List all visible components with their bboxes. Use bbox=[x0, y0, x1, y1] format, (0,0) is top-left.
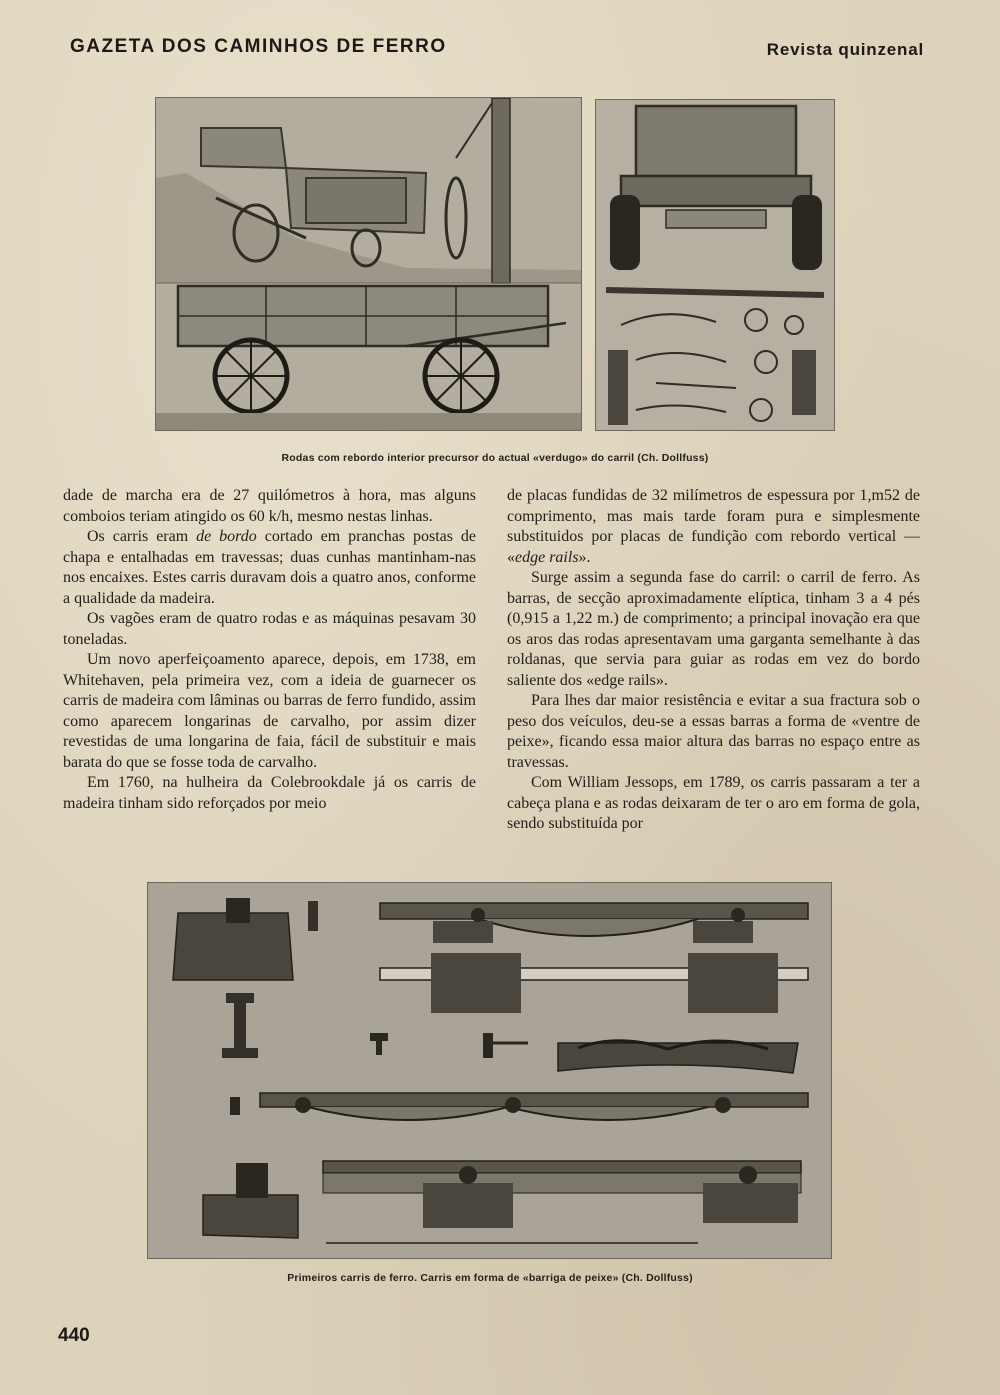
figure-caption-rails: Primeiros carris de ferro. Carris em forma de «barriga de peixe» (Ch. Dollfuss) bbox=[287, 1272, 693, 1284]
text-span: ». bbox=[578, 548, 591, 566]
paragraph: dade de marcha era de 27 quilómetros à hora, mas alguns comboios teriam atingido os 60 k/h, mesmo nestas linhas. bbox=[63, 487, 476, 525]
wagon-parts-engraving bbox=[595, 99, 835, 431]
paragraph bbox=[63, 527, 476, 609]
page-number: 440 bbox=[58, 1325, 90, 1346]
paragraph bbox=[507, 486, 920, 568]
paragraph: Os vagões eram de quatro rodas e as máquinas pesavam 30 toneladas. bbox=[63, 610, 476, 648]
text-span: cortado em pranchas postas de chapa e entalhadas em travessas; duas cunhas mantinham-nas nos encaixes. Estes carris duravam dois a quatro anos, conforme a qualidade da madeira. bbox=[63, 528, 477, 607]
paragraph: Surge assim a segunda fase do carril: o carril de ferro. As barras, de secção aproximadamente elíptica, tinham 3 a 4 pés (0,915 a 1,22 m.) de comprimento; a principal inovação era que os aros das rodas apresentavam uma garganta semelhante à das roldanas, que servia para guiar as rodas em vez do bordo saliente dos «edge rails». bbox=[507, 569, 920, 689]
paragraph: Com William Jessops, em 1789, os carris passaram a ter a cabeça plana e as rodas deixaram de ter o aro em forma de gola, sendo substituída por bbox=[507, 774, 920, 832]
text-column-right bbox=[507, 486, 920, 835]
text-span: Os carris eram bbox=[87, 528, 197, 545]
emphasis-text: edge rails bbox=[515, 548, 579, 566]
journal-title: GAZETA DOS CAMINHOS DE FERRO bbox=[70, 36, 447, 57]
figure-caption-wheels: Rodas com rebordo interior precursor do actual «verdugo» do carril (Ch. Dollfuss) bbox=[281, 452, 709, 464]
text-span: de placas fundidas de 32 milímetros de espessura por 1,m52 de comprimento, mas mais tarde foram pura e simplesmente substituidos por placas de fundição com rebordo vertical — « bbox=[507, 487, 920, 566]
wagon-engraving bbox=[155, 97, 582, 431]
journal-subtitle: Revista quinzenal bbox=[766, 40, 924, 59]
paragraph: Em 1760, na hulheira da Colebrookdale já os carris de madeira tinham sido reforçados por meio bbox=[63, 774, 476, 812]
iron-rails-engraving bbox=[147, 882, 832, 1259]
emphasis-text: de bordo bbox=[196, 528, 257, 545]
text-column-left bbox=[63, 486, 476, 814]
paragraph: Um novo aperfeiçoamento aparece, depois, em 1738, em Whitehaven, pela primeira vez, com a ideia de guarnecer os carris de madeira com lâminas ou barras de ferro fundido, assim como aparecem longarinas de carvalho, por assim dizer revestidas de uma longarina de faia, fácil de substituir e mais barata do que se fosse toda de carvalho. bbox=[63, 651, 476, 771]
paragraph: Para lhes dar maior resistência e evitar a sua fractura sob o peso dos veículos, deu-se a essas barras a forma de «ventre de peixe», ficando essa maior altura das barras no espaço entre as travessas. bbox=[507, 692, 920, 771]
